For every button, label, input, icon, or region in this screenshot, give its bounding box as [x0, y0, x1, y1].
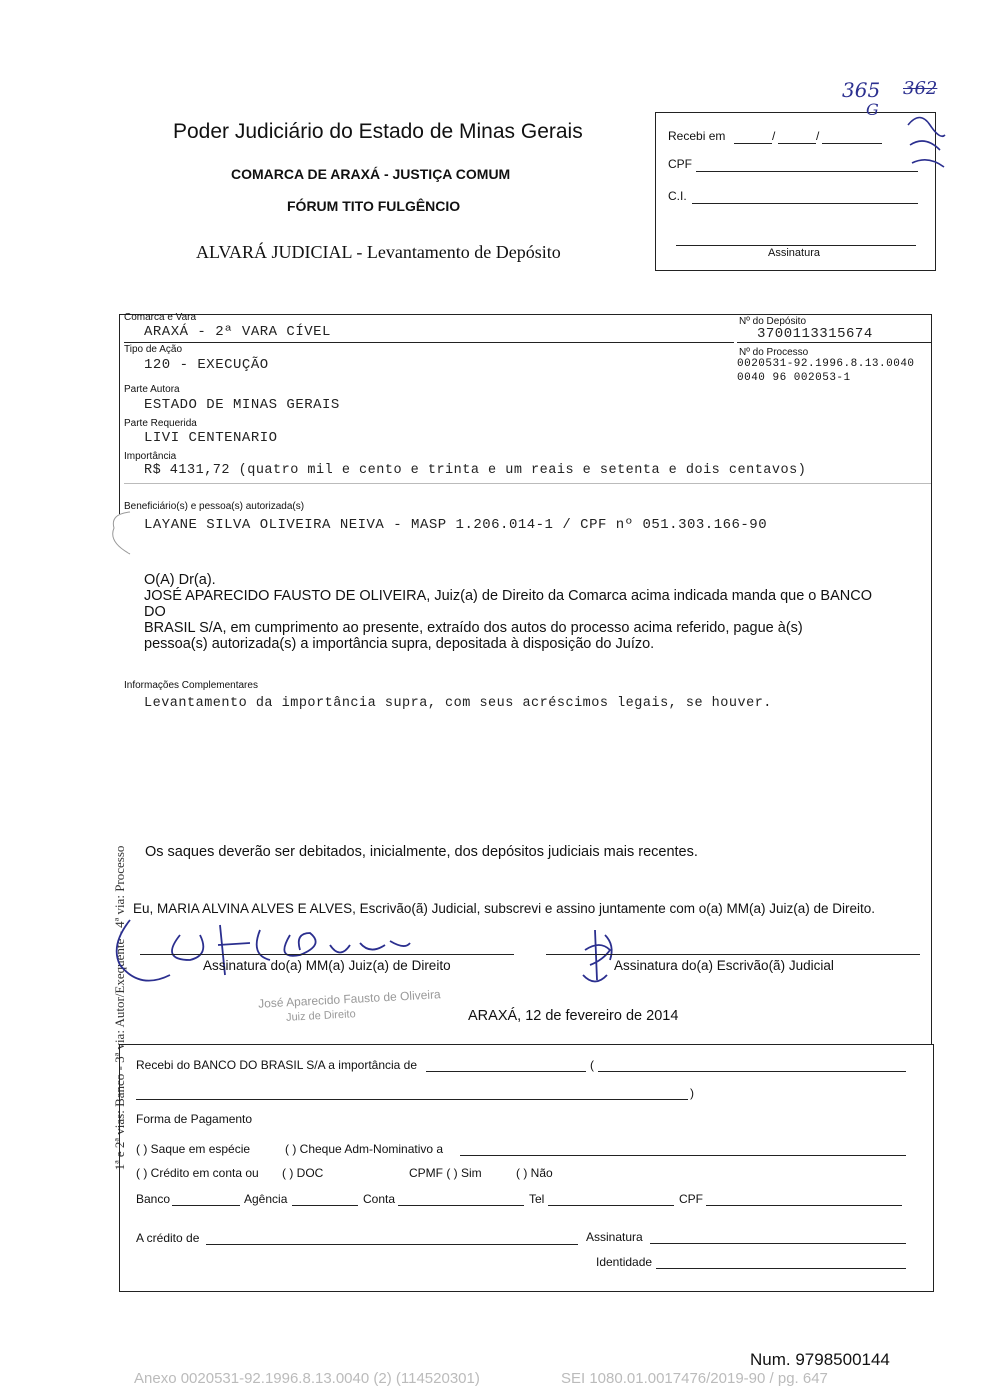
- parte-autora-value: ESTADO DE MINAS GERAIS: [144, 397, 340, 413]
- data-form-border: [119, 314, 931, 316]
- comarca-vara-divider: [124, 342, 734, 343]
- saque-especie-option[interactable]: ( ) Saque em espécie: [136, 1142, 251, 1156]
- beneficiario-label: Beneficiário(s) e pessoa(s) autorizada(s): [124, 501, 305, 512]
- a-credito-line[interactable]: [206, 1244, 578, 1245]
- parte-requerida-value: LIVI CENTENARIO: [144, 430, 278, 446]
- clerk-signature-line[interactable]: [546, 954, 920, 955]
- recebi-month-line[interactable]: [778, 143, 816, 144]
- cpf-line[interactable]: [696, 171, 918, 172]
- cpf-label: CPF: [668, 157, 692, 171]
- data-form-left-border: [119, 314, 121, 514]
- clerk-signature-icon: [575, 920, 635, 990]
- a-credito-label: A crédito de: [136, 1231, 200, 1245]
- handwritten-struck-number: 362: [903, 78, 938, 99]
- parte-autora-label: Parte Autora: [124, 384, 180, 395]
- receipt-box: [655, 112, 936, 271]
- body-text: [144, 572, 872, 652]
- deposito-value: 3700113315674: [757, 326, 873, 342]
- recebi-year-line[interactable]: [822, 143, 882, 144]
- importancia-value: R$ 4131,72 (quatro mil e cento e trinta e um reais e setenta e dois centavos): [144, 463, 807, 478]
- judge-stamp-role: Juiz de Direito: [285, 1008, 356, 1024]
- body-line-1: O(A) Dr(a).: [144, 572, 216, 588]
- handwritten-page-number: 365: [842, 78, 881, 102]
- judge-signature-line[interactable]: [140, 954, 514, 955]
- bank-assinatura-label: Assinatura: [586, 1230, 643, 1244]
- bank-amount-words-line-2[interactable]: [136, 1099, 688, 1100]
- assinatura-line[interactable]: [676, 245, 916, 246]
- bank-amount-words-line[interactable]: [598, 1071, 906, 1072]
- identidade-line[interactable]: [656, 1268, 906, 1269]
- bank-recebi-text: Recebi do BANCO DO BRASIL S/A a importância de: [136, 1058, 418, 1072]
- processo-value-1: 0020531-92.1996.8.13.0040: [737, 358, 915, 370]
- banco-label: Banco: [136, 1192, 171, 1206]
- banco-line[interactable]: [172, 1205, 240, 1206]
- judge-signature-label: Assinatura do(a) MM(a) Juiz(a) de Direito: [203, 958, 451, 973]
- side-vias-text: 1ª e 2ª vias: Banco - 3ª via: Autor/Exequente - 4ª via: Processo: [112, 845, 127, 1171]
- conta-line[interactable]: [398, 1205, 524, 1206]
- info-complementares-value: Levantamento da importância supra, com seus acréscimos legais, se houver.: [144, 696, 772, 711]
- tipo-acao-label: Tipo de Ação: [124, 344, 183, 355]
- processo-value-2: 0040 96 002053-1: [737, 372, 851, 384]
- forum-heading: FÓRUM TITO FULGÊNCIO: [287, 198, 461, 214]
- date-slash-2: /: [816, 129, 820, 143]
- tel-line[interactable]: [548, 1205, 674, 1206]
- recebi-day-line[interactable]: [734, 143, 772, 144]
- cpmf-nao-option[interactable]: ( ) Não: [516, 1166, 553, 1180]
- bank-paren-open: (: [590, 1058, 594, 1072]
- cheque-adm-option[interactable]: ( ) Cheque Adm-Nominativo a: [285, 1142, 444, 1156]
- identidade-label: Identidade: [596, 1255, 653, 1269]
- comarca-heading: COMARCA DE ARAXÁ - JUSTIÇA COMUM: [231, 166, 511, 182]
- processo-label: Nº do Processo: [739, 347, 809, 358]
- body-line-5: pessoa(s) autorizada(s) a importância supra, depositada à disposição do Juízo.: [144, 636, 655, 652]
- parte-requerida-label: Parte Requerida: [124, 418, 197, 429]
- tel-label: Tel: [529, 1192, 545, 1206]
- clerk-signature-label: Assinatura do(a) Escrivão(ã) Judicial: [614, 958, 834, 973]
- handwritten-letter: G: [866, 100, 879, 119]
- handwritten-scribble-icon: [900, 105, 950, 175]
- ci-line[interactable]: [692, 203, 918, 204]
- credito-conta-option[interactable]: ( ) Crédito em conta ou: [136, 1166, 259, 1180]
- bank-assinatura-line[interactable]: [650, 1243, 906, 1244]
- bank-cpf-line[interactable]: [706, 1205, 902, 1206]
- judge-signature-icon: [100, 905, 420, 995]
- comarca-vara-label: Comarca e Vara: [124, 312, 197, 323]
- info-complementares-label: Informações Complementares: [124, 680, 258, 691]
- escrivao-statement: Eu, MARIA ALVINA ALVES E ALVES, Escrivão(ã) Judicial, subscrevi e assino juntamente com o(a) MM(a) Juiz(a) de Direito.: [133, 901, 876, 916]
- agencia-label: Agência: [244, 1192, 288, 1206]
- body-line-3: DO: [144, 604, 166, 620]
- deposito-divider: [737, 342, 931, 343]
- bank-cpf-label: CPF: [679, 1192, 703, 1206]
- deposito-label: Nº do Depósito: [739, 316, 807, 327]
- conta-label: Conta: [363, 1192, 396, 1206]
- court-title: Poder Judiciário do Estado de Minas Gerais: [173, 120, 583, 143]
- footer-sei: SEI 1080.01.0017476/2019-90 / pg. 647: [561, 1370, 828, 1387]
- assinatura-label: Assinatura: [768, 247, 820, 259]
- document-number: Num. 9798500144: [750, 1350, 890, 1369]
- date-slash-1: /: [772, 129, 776, 143]
- saques-note: Os saques deverão ser debitados, inicialmente, dos depósitos judiciais mais recentes.: [145, 844, 698, 860]
- cpmf-sim-option[interactable]: CPMF ( ) Sim: [409, 1166, 482, 1180]
- importancia-label: Importância: [124, 451, 177, 462]
- beneficiario-value: LAYANE SILVA OLIVEIRA NEIVA - MASP 1.206.014-1 / CPF nº 051.303.166-90: [144, 517, 768, 533]
- data-form-right-border: [931, 314, 933, 1044]
- place-date: ARAXÁ, 12 de fevereiro de 2014: [468, 1008, 679, 1024]
- judge-stamp-name: José Aparecido Fausto de Oliveira: [257, 987, 442, 1011]
- importancia-divider: [124, 483, 931, 484]
- bank-paren-close: ): [690, 1086, 694, 1100]
- ci-label: C.I.: [668, 189, 687, 203]
- footer-anexo: Anexo 0020531-92.1996.8.13.0040 (2) (114520301): [134, 1370, 480, 1387]
- document-type: ALVARÁ JUDICIAL - Levantamento de Depósito: [196, 242, 561, 262]
- cheque-nominativo-line[interactable]: [460, 1155, 906, 1156]
- body-line-2: JOSÉ APARECIDO FAUSTO DE OLIVEIRA, Juiz(a) de Direito da Comarca acima indicada manda que o BANCO: [144, 588, 872, 604]
- agencia-line[interactable]: [292, 1205, 358, 1206]
- tipo-acao-value: 120 - EXECUÇÃO: [144, 357, 269, 373]
- comarca-vara-value: ARAXÁ - 2ª VARA CÍVEL: [144, 324, 331, 340]
- recebi-em-label: Recebi em: [668, 129, 726, 143]
- body-line-4: BRASIL S/A, em cumprimento ao presente, extraído dos autos do processo acima referido, pague à(s): [144, 620, 803, 636]
- doc-option[interactable]: ( ) DOC: [282, 1166, 324, 1180]
- bracket-mark-icon: [104, 508, 134, 558]
- bank-amount-line[interactable]: [426, 1071, 586, 1072]
- forma-pagamento-label: Forma de Pagamento: [136, 1112, 253, 1126]
